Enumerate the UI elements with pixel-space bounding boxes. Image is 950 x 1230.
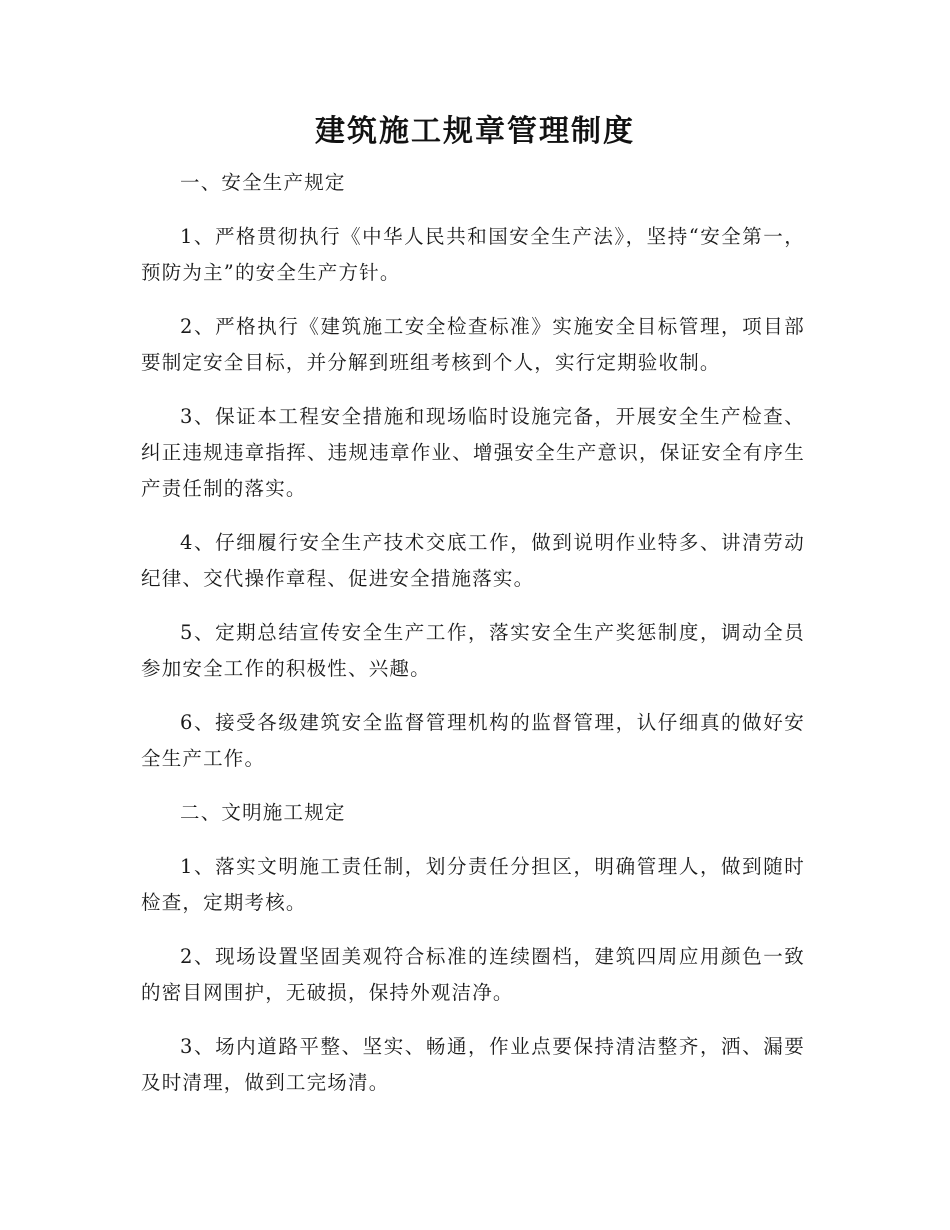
paragraph: 2、现场设置坚固美观符合标准的连续圈档，建筑四周应用颜色一致的密目网围护，无破损，保持外观洁净。 bbox=[141, 945, 805, 1004]
section-heading-safety: 一、安全生产规定 bbox=[180, 171, 346, 194]
paragraph: 3、场内道路平整、坚实、畅通，作业点要保持清洁整齐，洒、漏要及时清理，做到工完场清。 bbox=[141, 1035, 805, 1094]
paragraph: 3、保证本工程安全措施和现场临时设施完备，开展安全生产检查、纠正违规违章指挥、违规违章作业、增强安全生产意识，保证安全有序生产责任制的落实。 bbox=[141, 405, 805, 500]
document-body bbox=[141, 165, 805, 1119]
paragraph: 1、落实文明施工责任制，划分责任分担区，明确管理人，做到随时检查，定期考核。 bbox=[141, 855, 805, 914]
paragraph: 4、仔细履行安全生产技术交底工作，做到说明作业特多、讲清劳动纪律、交代操作章程、促进安全措施落实。 bbox=[141, 531, 805, 590]
paragraph: 5、定期总结宣传安全生产工作，落实安全生产奖惩制度，调动全员参加安全工作的积极性、兴趣。 bbox=[141, 621, 805, 680]
paragraph: 6、接受各级建筑安全监督管理机构的监督管理，认仔细真的做好安全生产工作。 bbox=[141, 711, 805, 770]
section-heading-civilized-construction: 二、文明施工规定 bbox=[180, 801, 346, 824]
paragraph: 1、严格贯彻执行《中华人民共和国安全生产法》，坚持“安全第一，预防为主”的安全生产方针。 bbox=[141, 225, 805, 284]
paragraph: 2、严格执行《建筑施工安全检查标准》实施安全目标管理，项目部要制定安全目标，并分解到班组考核到个人，实行定期验收制。 bbox=[141, 315, 805, 374]
document-title: 建筑施工规章管理制度 bbox=[315, 114, 635, 149]
